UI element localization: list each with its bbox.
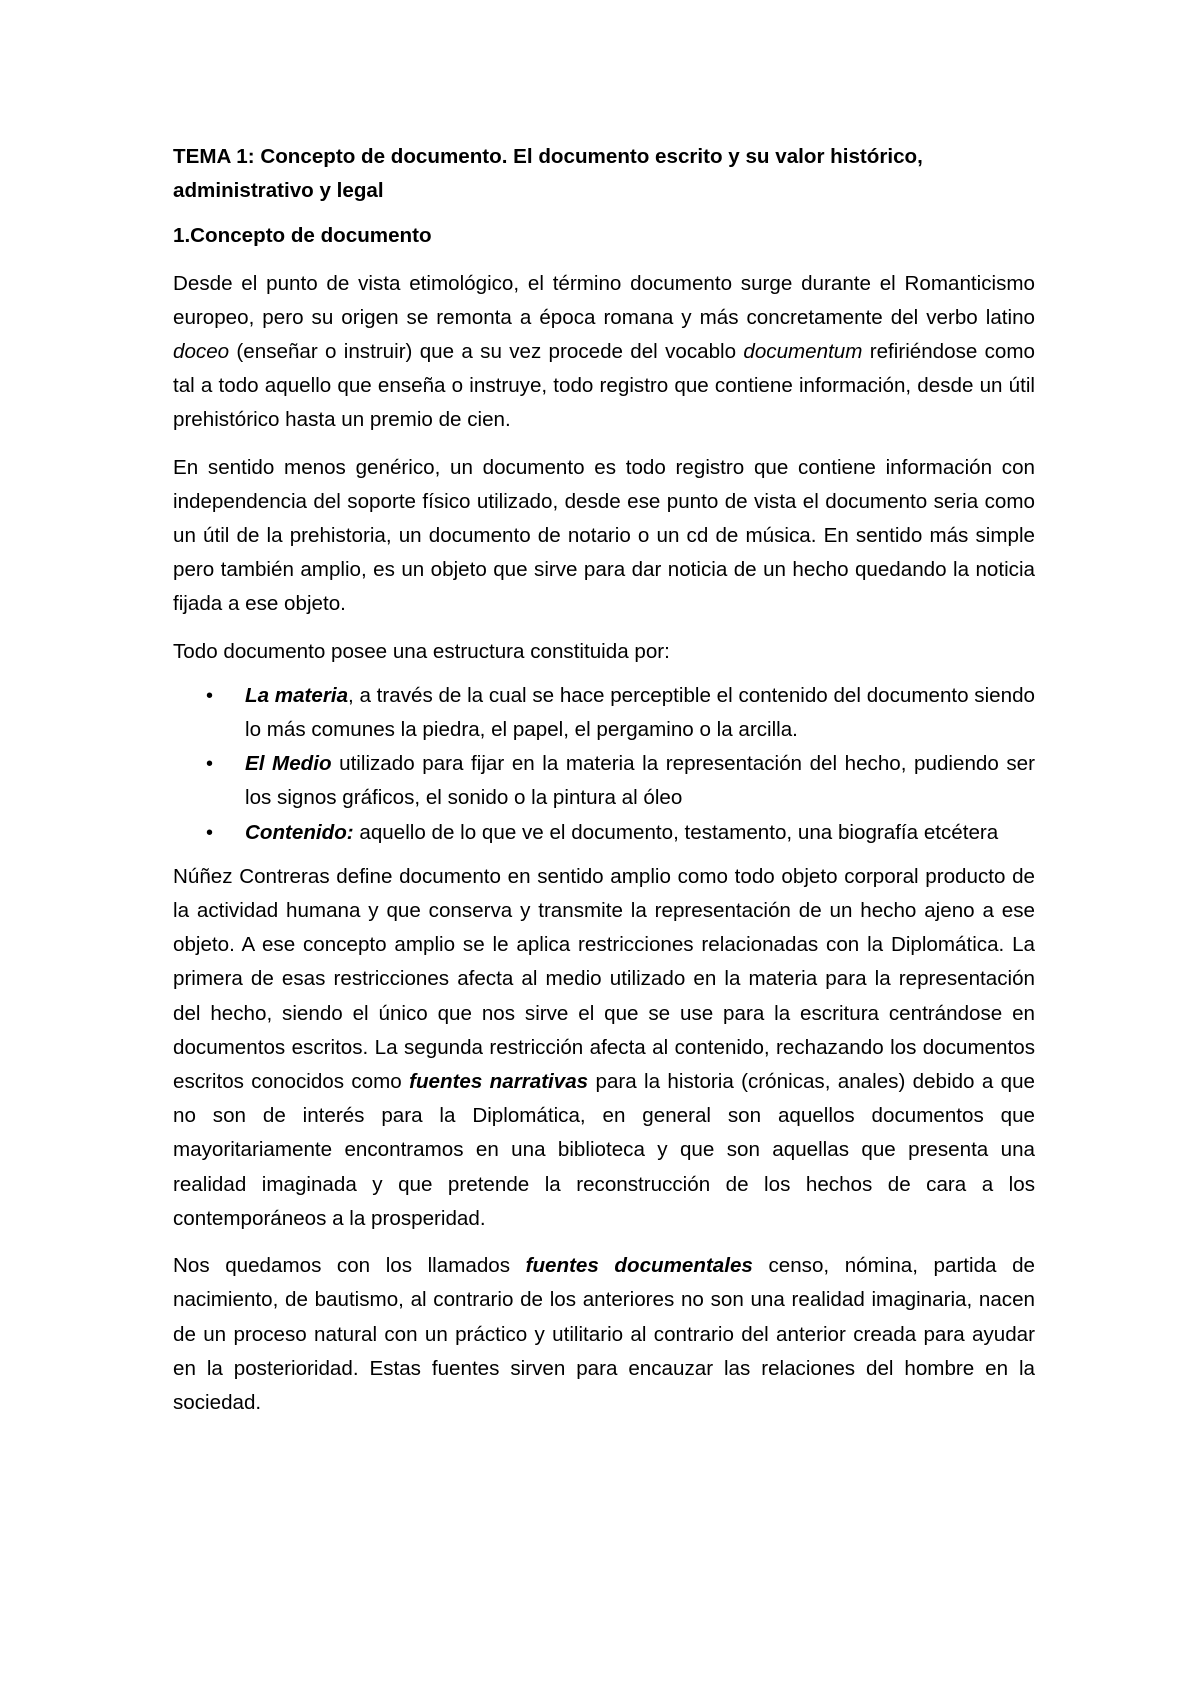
paragraph-etymology	[173, 267, 1035, 438]
list-item-text: aquello de lo que ve el documento, testamento, una biografía etcétera	[353, 820, 999, 844]
list-item-text: , a través de la cual se hace perceptible el contenido del documento siendo lo más comunes la piedra, el papel, el pergamino o la arcilla.	[245, 683, 1035, 742]
text-run: Nos quedamos con los llamados	[173, 1254, 526, 1278]
latin-term-doceo: doceo	[173, 340, 230, 364]
paragraph-structure-intro: Todo documento posee una estructura constituida por:	[173, 639, 670, 663]
text-run: Núñez Contreras define documento en sentido amplio como todo objeto corporal producto de la actividad humana y que conserva y transmite la representación de un hecho ajeno a ese objeto. A ese concepto amplio se le aplica restricciones relacionadas con la Diplomática. La primera de esas restricciones afecta al medio utilizado en la materia para la representación del hecho, siendo el único que nos sirve el que se use para la escritura centrándose en documentos escritos. La segunda restricción afecta al contenido, rechazando los documentos escritos conocidos como	[173, 864, 1035, 1094]
text-run: Desde el punto de vista etimológico, el término documento surge durante el Romanticismo europeo, pero su origen se remonta a época romana y más concretamente del verbo latino	[173, 271, 1035, 329]
paragraph-fuentes-documentales	[173, 1249, 1035, 1420]
list-item-term: El Medio	[245, 752, 332, 776]
text-run: censo, nómina, partida de nacimiento, de bautismo, al contrario de los anteriores no son una realidad imaginaria, nacen de un proceso natural con un práctico y utilitario al contrario del anterior creada para ayudar en la posterioridad. Estas fuentes sirven para encauzar las relaciones del hombre en la sociedad.	[173, 1254, 1035, 1414]
bullet-icon: •	[206, 684, 214, 707]
latin-term-documentum: documentum	[743, 340, 863, 364]
term-fuentes-narrativas: fuentes narrativas	[409, 1070, 589, 1094]
list-item	[173, 816, 1035, 850]
paragraph-generic-sense: En sentido menos genérico, un documento es todo registro que contiene información con independencia del soporte físico utilizado, desde ese punto de vista el documento seria como un útil de la prehistoria, un documento de notario o un cd de música. En sentido más simple pero también amplio, es un objeto que sirve para dar noticia de un hecho quedando la noticia fijada a ese objeto.	[173, 455, 1035, 616]
list-item-text: utilizado para fijar en la materia la representación del hecho, pudiendo ser los signos gráficos, el sonido o la pintura al óleo	[245, 752, 1035, 810]
paragraph-nunez-contreras	[173, 860, 1035, 1236]
term-fuentes-documentales: fuentes documentales	[525, 1254, 753, 1278]
bullet-icon: •	[206, 753, 214, 776]
document-title: TEMA 1: Concepto de documento. El documento escrito y su valor histórico, administrativo y legal	[173, 145, 923, 203]
text-run: refiriéndose como tal a todo aquello que enseña o instruye, todo registro que contiene información, desde un útil prehistórico hasta un premio de cien.	[173, 340, 1035, 432]
list-item-term: La materia	[245, 683, 349, 707]
list-item	[173, 679, 1035, 747]
list-item-term: Contenido:	[245, 820, 354, 844]
text-run: (enseñar o instruir) que a su vez procede del vocablo	[229, 340, 744, 364]
section-heading: 1.Concepto de documento	[173, 224, 432, 248]
bullet-icon: •	[206, 821, 214, 844]
text-run: para la historia (crónicas, anales) debido a que no son de interés para la Diplomática, en general son aquellos documentos que mayoritariamente encontramos en una biblioteca y que son aquellas que presenta una realidad imaginada y que pretende la reconstrucción de los hechos de cara a los contemporáneos a la prosperidad.	[173, 1070, 1035, 1230]
structure-list	[173, 679, 1035, 850]
document-page	[173, 140, 1035, 1433]
list-item	[173, 747, 1035, 815]
